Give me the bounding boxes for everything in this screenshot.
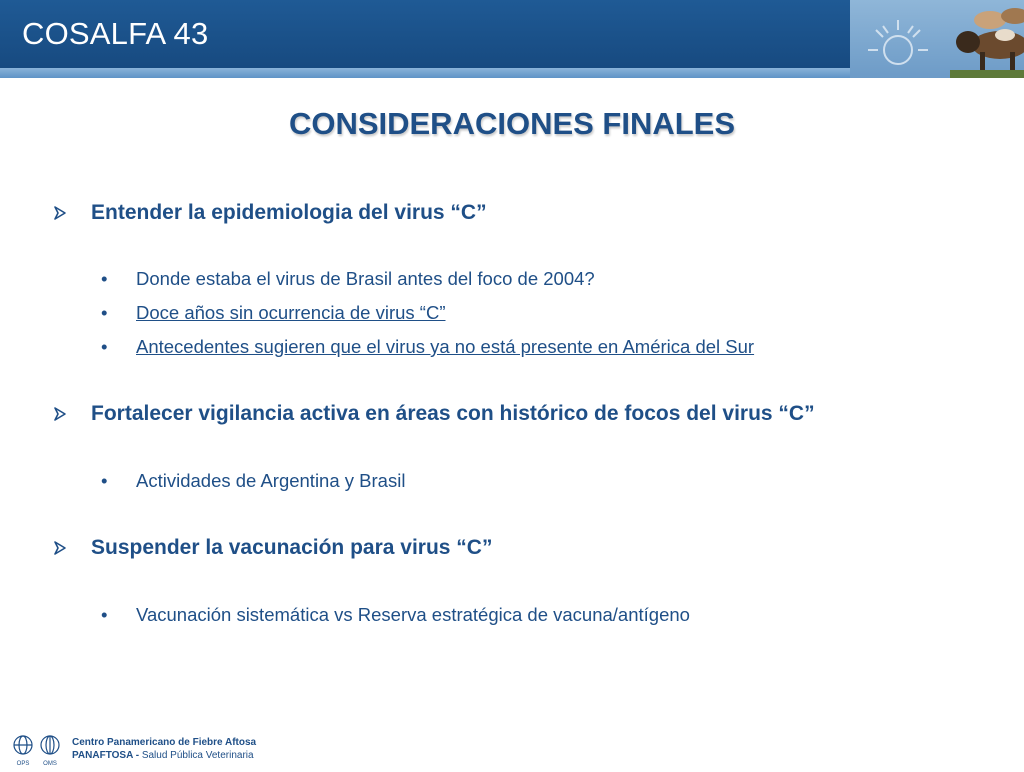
footer-line1: Centro Panamericano de Fiebre Aftosa	[72, 737, 257, 748]
bullet-dot-icon: •	[101, 470, 108, 491]
footer-line2-bold: PANAFTOSA -	[72, 750, 140, 761]
arrow-bullet-icon	[52, 205, 68, 221]
bullet-dot-icon: •	[101, 604, 108, 625]
footer-credit	[72, 736, 256, 762]
slide-title: CONSIDERACIONES FINALES	[288, 106, 736, 141]
conference-title: COSALFA 43	[22, 16, 209, 51]
svg-text:OMS: OMS	[43, 761, 57, 767]
bullet-dot-icon: •	[101, 268, 108, 289]
svg-text:OPS: OPS	[16, 761, 30, 767]
arrow-bullet-icon	[52, 406, 68, 422]
cattle-photo	[850, 0, 1024, 78]
ops-oms-logo	[10, 733, 66, 772]
arrow-bullet-icon	[52, 540, 68, 556]
bullet-dot-icon: •	[101, 302, 108, 323]
footer-line2: Salud Pública Veterinaria	[139, 750, 254, 761]
bullet-dot-icon: •	[101, 336, 108, 357]
